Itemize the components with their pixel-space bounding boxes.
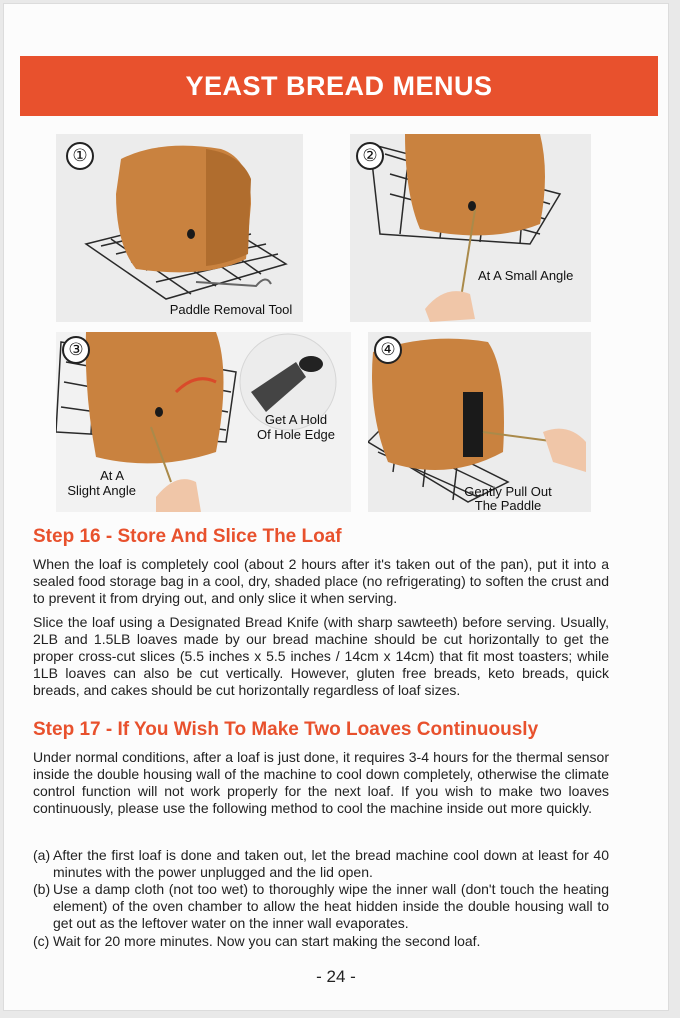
pull-out-label-line1: Gently Pull Out: [464, 484, 552, 499]
photo-step-2: [350, 134, 591, 322]
paddle-removal-tool-label: Paddle Removal Tool: [169, 302, 293, 317]
bread-on-rack-illustration: [56, 134, 303, 322]
step-16-paragraph-2: Slice the loaf using a Designated Bread Knife (with sharp sawteeth) before serving. Usually, 2LB and 1.5LB loaves made by our bread machine should be cut horizontally to get the proper cross-cut slices (5.5 inches x 5.5 inches / 14cm x 14cm) that fit most toasters; while 1LB loaves can also be cut vertically. However, gluten free breads, keto breads, quick breads, and cakes should be cut horizontally regardless of loaf sizes.: [33, 614, 609, 698]
list-text: Wait for 20 more minutes. Now you can start making the second loaf.: [53, 933, 481, 949]
page-title: YEAST BREAD MENUS: [185, 71, 493, 101]
step-17-intro: Under normal conditions, after a loaf is just done, it requires 3-4 hours for the thermal sensor inside the double housing wall of the machine to cool down completely, otherwise the climate control function will not work properly for the next loaf. If you wish to make two loaves continuously, please use the following method to cool the machine inside out more quickly.: [33, 749, 609, 816]
list-text: Use a damp cloth (not too wet) to thoroughly wipe the inner wall (don't touch the heating element) of the oven chamber to allow the heat hidden inside the double housing wall to get out as the leftover water on the inner wall evaporates.: [53, 881, 609, 931]
list-marker: (b): [33, 881, 51, 897]
step-17-heading: Step 17 - If You Wish To Make Two Loaves Continuously: [33, 719, 539, 740]
step-number-4: ④: [374, 336, 402, 364]
hold-hole-edge-label-line1: Get A Hold: [264, 412, 328, 427]
small-angle-label: At A Small Angle: [478, 268, 574, 283]
list-marker: (a): [33, 847, 51, 863]
photo-step-1: [56, 134, 303, 322]
slight-angle-label-line2: Slight Angle: [67, 483, 136, 498]
list-marker: (c): [33, 933, 50, 949]
list-item-c: [33, 933, 609, 950]
step-number-3: ③: [62, 336, 90, 364]
list-item-a: [33, 847, 609, 881]
list-item-b: [33, 881, 609, 933]
photo-step-3: [56, 332, 351, 512]
page-number: - 24 -: [316, 967, 356, 986]
bread-angle-illustration: [350, 134, 591, 322]
step-number-2: ②: [356, 142, 384, 170]
step-number-1: ①: [66, 142, 94, 170]
manual-page: [4, 4, 668, 1010]
hold-hole-edge-label-line2: Of Hole Edge: [256, 427, 336, 442]
step-16-heading: Step 16 - Store And Slice The Loaf: [33, 526, 342, 547]
step-16-paragraph-1: When the loaf is completely cool (about 2 hours after it's taken out of the pan), put it into a sealed food storage bag in a cool, dry, shaded place (no refrigerating) to soften the crust and to prevent it from drying out, and only slice it when serving.: [33, 556, 609, 606]
slight-angle-label-line1: At A: [100, 468, 124, 483]
header-banner: [20, 56, 658, 116]
list-text: After the first loaf is done and taken out, let the bread machine cool down at least for 40 minutes with the power unplugged and the lid open.: [53, 847, 609, 880]
pull-out-label-line2: The Paddle: [474, 498, 542, 512]
photo-step-4: [368, 332, 591, 512]
